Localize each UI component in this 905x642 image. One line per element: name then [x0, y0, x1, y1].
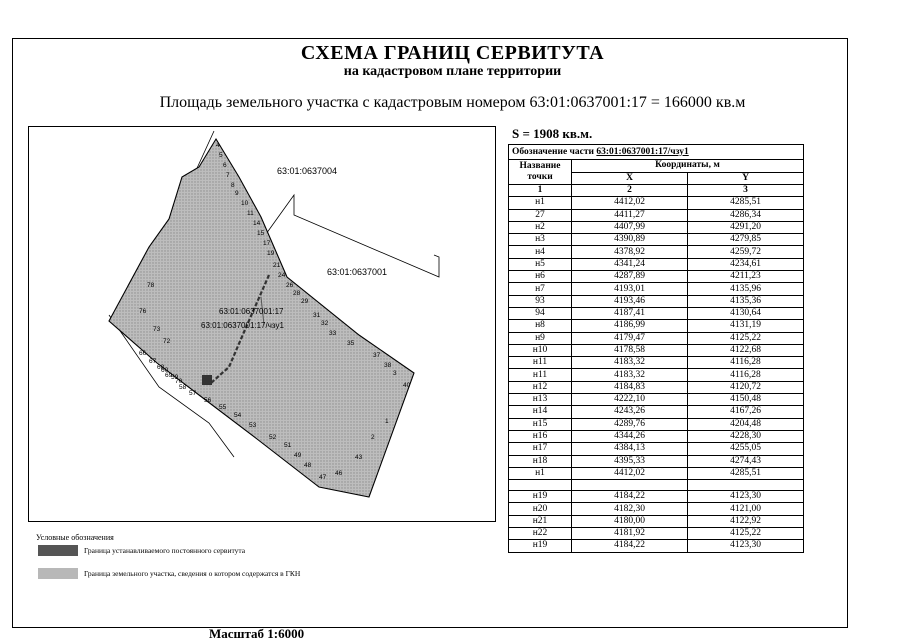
y-cell: 4122,92 [688, 515, 804, 527]
x-cell: 4390,89 [572, 234, 688, 246]
table-row [509, 320, 804, 332]
point-number-label: 6 [223, 162, 227, 169]
point-name-cell: н6 [509, 271, 572, 283]
map-drawing [29, 127, 497, 523]
part-label: 63:01:0637001:17/чзу1 [201, 321, 284, 330]
table-row [509, 515, 804, 527]
point-number-label: 31 [313, 312, 321, 319]
y-cell: 4211,23 [688, 271, 804, 283]
y-cell: 4125,22 [688, 332, 804, 344]
point-number-label: 69 [165, 372, 173, 379]
col-num: 2 [572, 185, 688, 197]
y-cell: 4123,30 [688, 540, 804, 552]
page-subtitle: на кадастровом плане территории [343, 64, 562, 79]
x-cell: 4222,10 [572, 394, 688, 406]
table-row [509, 307, 804, 319]
point-name-cell: 94 [509, 307, 572, 319]
y-cell: 4279,85 [688, 234, 804, 246]
part-designation: Обозначение части 63:01:0637001:17/чзу1 [509, 145, 804, 160]
parcel-area [109, 139, 414, 497]
x-cell: 4181,92 [572, 528, 688, 540]
point-name-cell: н1 [509, 197, 572, 209]
point-name-cell: н13 [509, 394, 572, 406]
point-number-label: 21 [273, 262, 281, 269]
point-number-label: 9 [235, 190, 239, 197]
table-row [509, 467, 804, 479]
coordinates-table [508, 144, 804, 553]
x-cell: 4179,47 [572, 332, 688, 344]
point-number-label: 4 [216, 142, 220, 149]
x-cell: 4183,32 [572, 357, 688, 369]
point-number-label: 1 [385, 418, 389, 425]
x-cell: 4193,46 [572, 295, 688, 307]
point-number-label: 33 [329, 330, 337, 337]
y-cell: 4116,28 [688, 369, 804, 381]
col-num: 3 [688, 185, 804, 197]
table-separator-row [509, 480, 804, 491]
point-number-label: 47 [319, 474, 327, 481]
table-row [509, 491, 804, 503]
point-name-cell: н8 [509, 320, 572, 332]
table-row [509, 258, 804, 270]
y-cell: 4234,61 [688, 258, 804, 270]
x-cell: 4193,01 [572, 283, 688, 295]
point-number-label: 48 [304, 462, 312, 469]
x-cell: 4407,99 [572, 221, 688, 233]
point-number-label: 57 [189, 390, 197, 397]
point-name-cell: н9 [509, 332, 572, 344]
point-number-label: 46 [335, 470, 343, 477]
table-row [509, 295, 804, 307]
area-statement: Площадь земельного участка с кадастровым номером 63:01:0637001:17 = 166000 кв.м [159, 94, 746, 111]
point-number-label: 15 [257, 230, 265, 237]
point-number-label: 38 [384, 362, 392, 369]
table-row [509, 344, 804, 356]
x-cell: 4183,32 [572, 369, 688, 381]
point-name-cell: н12 [509, 381, 572, 393]
parcel-label: 63:01:0637001:17 [219, 307, 284, 316]
y-cell: 4150,48 [688, 394, 804, 406]
y-cell: 4285,51 [688, 197, 804, 209]
y-cell: 4274,43 [688, 455, 804, 467]
x-cell: 4344,26 [572, 430, 688, 442]
point-number-label: 5 [219, 152, 223, 159]
x-cell: 4243,26 [572, 406, 688, 418]
point-name-cell: н3 [509, 234, 572, 246]
point-name-cell: н16 [509, 430, 572, 442]
point-name-cell: н21 [509, 515, 572, 527]
y-cell: 4135,96 [688, 283, 804, 295]
table-row [509, 418, 804, 430]
point-number-label: 2 [371, 434, 375, 441]
x-cell: 4412,02 [572, 467, 688, 479]
point-number-label: 72 [163, 338, 171, 345]
point-name-cell: н10 [509, 344, 572, 356]
point-name-cell: н4 [509, 246, 572, 258]
x-cell: 4184,83 [572, 381, 688, 393]
x-cell: 4186,99 [572, 320, 688, 332]
table-row [509, 503, 804, 515]
point-name-cell: н11 [509, 357, 572, 369]
point-name-cell: н19 [509, 540, 572, 552]
table-row [509, 381, 804, 393]
x-cell: 4184,22 [572, 540, 688, 552]
table-row [509, 246, 804, 258]
table-row [509, 369, 804, 381]
servitude-area: S = 1908 кв.м. [512, 126, 593, 141]
point-number-label: 32 [321, 320, 329, 327]
table-row [509, 209, 804, 221]
point-number-label: 67 [149, 358, 157, 365]
table-row [509, 394, 804, 406]
y-cell: 4291,20 [688, 221, 804, 233]
x-cell: 4289,76 [572, 418, 688, 430]
table-row [509, 234, 804, 246]
point-name-cell: н2 [509, 221, 572, 233]
point-number-label: 52 [269, 434, 277, 441]
col-x-header: X [572, 172, 688, 185]
point-number-label: 28 [293, 290, 301, 297]
legend-swatch [38, 545, 78, 556]
col-num: 1 [509, 185, 572, 197]
point-name-cell: н17 [509, 443, 572, 455]
point-number-label: 59 [171, 374, 179, 381]
point-number-label: 70 [175, 378, 183, 385]
point-name-cell: н11 [509, 369, 572, 381]
point-number-label: 3 [393, 370, 397, 377]
point-number-label: 73 [153, 326, 161, 333]
col-name-header: Название точки [509, 160, 572, 185]
point-number-label: 24 [278, 272, 286, 279]
point-name-cell: н5 [509, 258, 572, 270]
table-row [509, 283, 804, 295]
point-name-cell: н15 [509, 418, 572, 430]
x-cell: 4411,27 [572, 209, 688, 221]
quarter-label: 63:01:0637001 [327, 267, 388, 277]
point-number-label: 35 [347, 340, 355, 347]
point-name-cell: н18 [509, 455, 572, 467]
x-cell: 4287,89 [572, 271, 688, 283]
table-row [509, 221, 804, 233]
point-number-label: 76 [139, 308, 147, 315]
legend-title: Условные обозначения [36, 533, 114, 542]
x-cell: 4341,24 [572, 258, 688, 270]
point-number-label: 51 [284, 442, 292, 449]
point-number-label: 17 [263, 240, 271, 247]
point-number-label: 53 [249, 422, 257, 429]
y-cell: 4121,00 [688, 503, 804, 515]
y-cell: 4167,26 [688, 406, 804, 418]
y-cell: 4122,68 [688, 344, 804, 356]
point-name-cell: н14 [509, 406, 572, 418]
point-name-cell: н22 [509, 528, 572, 540]
point-number-label: 66 [139, 350, 147, 357]
y-cell: 4125,22 [688, 528, 804, 540]
point-name-cell: н20 [509, 503, 572, 515]
point-number-label: 19 [267, 250, 275, 257]
point-name-cell: н7 [509, 283, 572, 295]
point-number-label: 11 [247, 210, 254, 217]
x-cell: 4178,58 [572, 344, 688, 356]
point-number-label: 55 [219, 404, 227, 411]
legend-label: Граница устанавливаемого постоянного сервитута [84, 546, 246, 555]
table-row [509, 455, 804, 467]
table-row [509, 406, 804, 418]
y-cell: 4135,36 [688, 295, 804, 307]
y-cell: 4116,28 [688, 357, 804, 369]
point-name-cell: 27 [509, 209, 572, 221]
y-cell: 4130,64 [688, 307, 804, 319]
point-number-label: 49 [294, 452, 302, 459]
x-cell: 4395,33 [572, 455, 688, 467]
table-row [509, 332, 804, 344]
point-number-label: 29 [301, 298, 309, 305]
point-number-label: 60 [161, 367, 169, 374]
col-y-header: Y [688, 172, 804, 185]
point-name-cell: н1 [509, 467, 572, 479]
table-row [509, 443, 804, 455]
point-number-label: 26 [286, 282, 294, 289]
quarter-label: 63:01:0637004 [277, 166, 338, 176]
col-coords-header: Координаты, м [572, 160, 804, 173]
x-cell: 4182,30 [572, 503, 688, 515]
legend-item-parcel [38, 568, 300, 579]
point-number-label: 37 [373, 352, 381, 359]
y-cell: 4228,30 [688, 430, 804, 442]
y-cell: 4120,72 [688, 381, 804, 393]
neighbor-boundary-line [261, 195, 439, 277]
table-row [509, 528, 804, 540]
y-cell: 4255,05 [688, 443, 804, 455]
map-scale: Масштаб 1:6000 [209, 626, 305, 641]
x-cell: 4384,13 [572, 443, 688, 455]
servitude-marker [202, 375, 212, 385]
table-row [509, 271, 804, 283]
point-name-cell: 93 [509, 295, 572, 307]
point-number-label: 40 [403, 382, 411, 389]
table-row [509, 197, 804, 209]
point-number-label: 68 [157, 364, 165, 371]
y-cell: 4259,72 [688, 246, 804, 258]
point-number-label: 54 [234, 412, 242, 419]
point-number-label: 58 [179, 384, 187, 391]
legend-label: Граница земельного участка, сведения о котором содержатся в ГКН [84, 569, 301, 578]
point-name-cell: н19 [509, 491, 572, 503]
y-cell: 4285,51 [688, 467, 804, 479]
x-cell: 4412,02 [572, 197, 688, 209]
point-number-label: 56 [204, 397, 212, 404]
x-cell: 4187,41 [572, 307, 688, 319]
table-row [509, 540, 804, 552]
x-cell: 4184,22 [572, 491, 688, 503]
y-cell: 4204,48 [688, 418, 804, 430]
y-cell: 4131,19 [688, 320, 804, 332]
table-row [509, 357, 804, 369]
y-cell: 4286,34 [688, 209, 804, 221]
y-cell: 4123,30 [688, 491, 804, 503]
point-number-label: 78 [147, 282, 155, 289]
point-number-label: 8 [231, 182, 235, 189]
point-number-label: 43 [355, 454, 363, 461]
point-number-label: 14 [253, 220, 261, 227]
point-number-label: 7 [226, 172, 230, 179]
page-title: СХЕМА ГРАНИЦ СЕРВИТУТА [300, 42, 605, 64]
legend-item-servitude [38, 545, 245, 556]
legend-swatch [38, 568, 78, 579]
table-row [509, 430, 804, 442]
point-number-label: 10 [241, 200, 249, 207]
x-cell: 4378,92 [572, 246, 688, 258]
x-cell: 4180,00 [572, 515, 688, 527]
